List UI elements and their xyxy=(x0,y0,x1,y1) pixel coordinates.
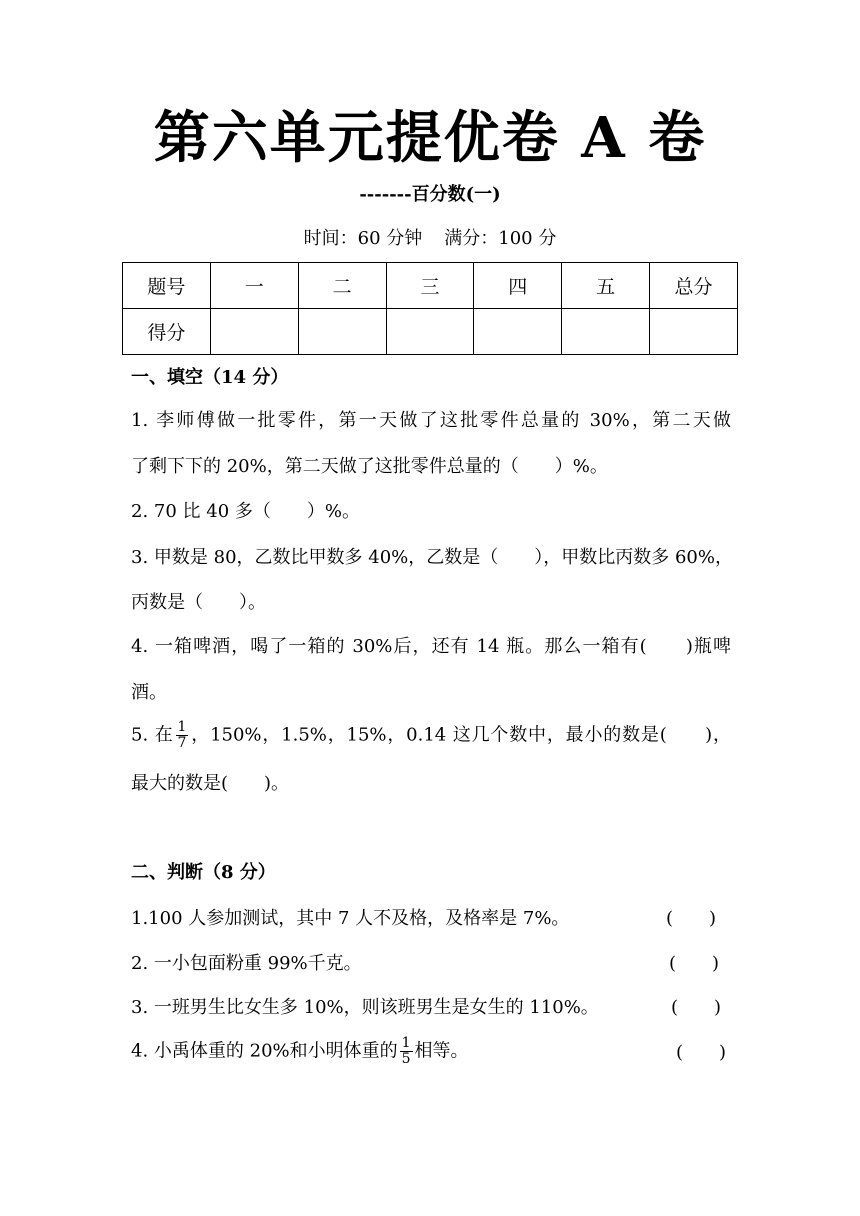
score-table-score-row xyxy=(123,309,738,355)
score-header-cell: 五 xyxy=(562,263,650,309)
judge-question: 3. 一班男生比女生多 10%，则该班男生是女生的 110%。 xyxy=(131,997,599,1018)
score-header-cell: 一 xyxy=(210,263,298,309)
answer-paren: ( ) xyxy=(666,908,717,929)
score-header-cell: 四 xyxy=(474,263,562,309)
question-line: 1. 李师傅做一批零件，第一天做了这批零件总量的 30%，第二天做 xyxy=(131,410,731,431)
score-header-cell: 三 xyxy=(386,263,474,309)
answer-paren: ( ) xyxy=(671,997,722,1018)
q4-prefix: 4. 小禹体重的 20%和小明体重的 xyxy=(131,1040,398,1062)
score-table xyxy=(122,262,738,355)
question-line: 丙数是（ ）。 xyxy=(131,592,266,613)
fraction-one-fifth xyxy=(400,1036,413,1067)
score-cell xyxy=(474,309,562,355)
question-line: 最大的数是( )。 xyxy=(131,773,290,794)
score-row-label: 得分 xyxy=(123,309,211,355)
score-header-cell: 题号 xyxy=(123,263,211,309)
full-score: 满分：100 分 xyxy=(444,228,557,249)
answer-paren: ( ) xyxy=(676,1042,727,1063)
score-cell xyxy=(562,309,650,355)
exam-title: 第六单元提优卷 A 卷 xyxy=(153,105,707,171)
judge-question-4 xyxy=(131,1036,469,1067)
question-line: 了剩下下的 20%，第二天做了这批零件总量的（ ）%。 xyxy=(131,456,608,477)
score-cell xyxy=(386,309,474,355)
fraction-numerator: 1 xyxy=(177,719,187,735)
score-cell xyxy=(650,309,738,355)
fraction-numerator: 1 xyxy=(401,1035,411,1051)
score-table-header-row xyxy=(123,263,738,309)
question-line: 酒。 xyxy=(131,682,167,703)
answer-paren: ( ) xyxy=(669,953,720,974)
fraction-one-seventh xyxy=(176,720,189,751)
section1-heading: 一、填空（14 分） xyxy=(131,367,289,388)
score-cell xyxy=(210,309,298,355)
question-5-line xyxy=(131,720,731,751)
exam-meta xyxy=(0,226,860,252)
question-line: 2. 70 比 40 多（ ）%。 xyxy=(131,501,360,522)
question-line: 4. 一箱啤酒，喝了一箱的 30%后，还有 14 瓶。那么一箱有( )瓶啤 xyxy=(131,636,731,657)
judge-question: 2. 一小包面粉重 99%千克。 xyxy=(131,953,362,974)
q4-suffix: 相等。 xyxy=(414,1040,469,1062)
section2-heading: 二、判断（8 分） xyxy=(131,862,276,883)
exam-subtitle: -------百分数(一) xyxy=(359,184,501,205)
judge-question: 1.100 人参加测试，其中 7 人不及格，及格率是 7%。 xyxy=(131,908,570,929)
fraction-denominator: 5 xyxy=(401,1051,411,1067)
question-line: 3. 甲数是 80，乙数比甲数多 40%，乙数是（ ），甲数比丙数多 60%， xyxy=(131,547,733,568)
score-header-cell: 二 xyxy=(298,263,386,309)
q5-suffix: ，150%，1.5%，15%，0.14 这几个数中，最小的数是( )， xyxy=(190,724,731,746)
fraction-denominator: 7 xyxy=(177,735,187,751)
score-header-cell: 总分 xyxy=(650,263,738,309)
q5-prefix: 5. 在 xyxy=(131,724,174,746)
score-cell xyxy=(298,309,386,355)
time-limit: 时间：60 分钟 xyxy=(303,228,423,249)
